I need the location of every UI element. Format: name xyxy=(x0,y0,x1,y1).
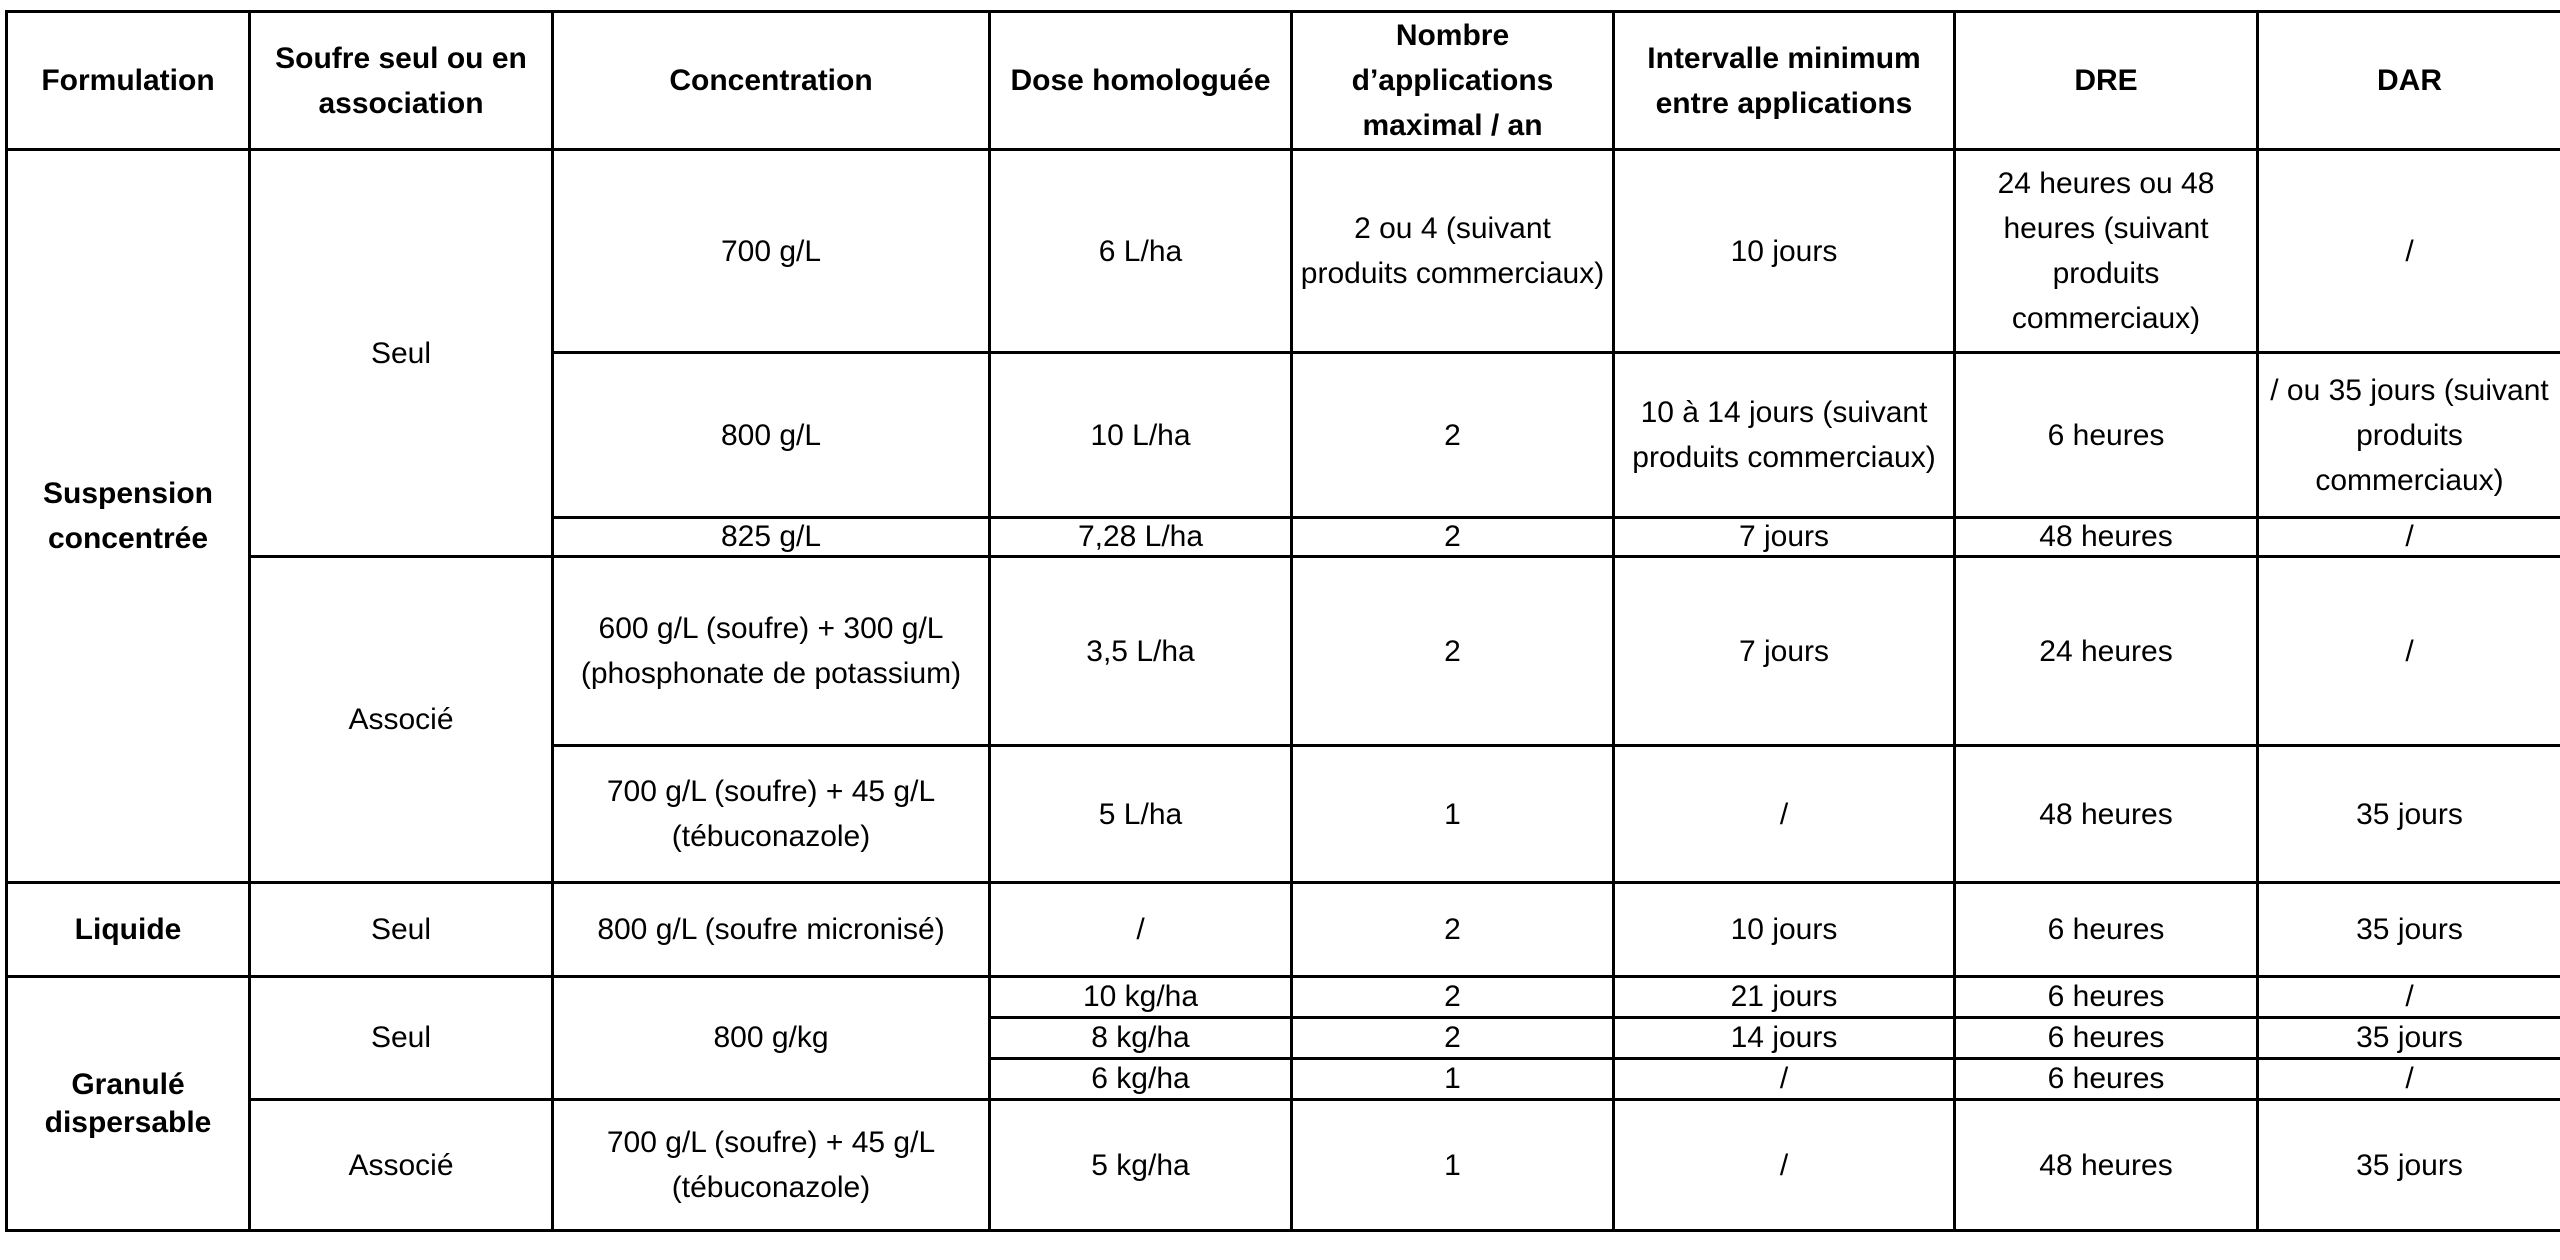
header-association: Soufre seul ou en association xyxy=(250,12,553,150)
max-applications-cell: 2 xyxy=(1292,883,1614,977)
header-min-interval: Intervalle minimum entre applications xyxy=(1614,12,1955,150)
header-concentration: Concentration xyxy=(553,12,990,150)
dar-cell: / xyxy=(2258,557,2560,746)
concentration-cell: 600 g/L (soufre) + 300 g/L (phosphonate de potassium) xyxy=(553,557,990,746)
max-applications-cell: 2 xyxy=(1292,518,1614,557)
table-row xyxy=(7,1100,2560,1231)
dre-cell: 24 heures ou 48 heures (suivant produits commerciaux) xyxy=(1955,150,2258,353)
dar-cell: 35 jours xyxy=(2258,1018,2560,1059)
table-row xyxy=(7,557,2560,746)
interval-cell: / xyxy=(1614,1100,1955,1231)
interval-cell: 10 jours xyxy=(1614,150,1955,353)
formulation-cell: Suspension concentrée xyxy=(7,150,250,883)
dose-cell: 6 L/ha xyxy=(990,150,1292,353)
dre-cell: 6 heures xyxy=(1955,353,2258,518)
header-dose: Dose homologuée xyxy=(990,12,1292,150)
max-applications-cell: 2 xyxy=(1292,353,1614,518)
interval-cell: 10 jours xyxy=(1614,883,1955,977)
dar-cell: 35 jours xyxy=(2258,1100,2560,1231)
header-dar: DAR xyxy=(2258,12,2560,150)
max-applications-cell: 2 xyxy=(1292,977,1614,1018)
header-max-applications: Nombre d’applications maximal / an xyxy=(1292,12,1614,150)
max-applications-cell: 1 xyxy=(1292,1100,1614,1231)
dar-cell: 35 jours xyxy=(2258,746,2560,883)
dar-cell: 35 jours xyxy=(2258,883,2560,977)
dre-cell: 6 heures xyxy=(1955,1059,2258,1100)
table-row xyxy=(7,883,2560,977)
interval-cell: / xyxy=(1614,1059,1955,1100)
concentration-cell: 825 g/L xyxy=(553,518,990,557)
dose-cell: 10 kg/ha xyxy=(990,977,1292,1018)
dar-cell: / xyxy=(2258,977,2560,1018)
dre-cell: 48 heures xyxy=(1955,1100,2258,1231)
dose-cell: 5 L/ha xyxy=(990,746,1292,883)
formulation-cell: Liquide xyxy=(7,883,250,977)
dre-cell: 6 heures xyxy=(1955,883,2258,977)
max-applications-cell: 2 xyxy=(1292,557,1614,746)
association-cell: Seul xyxy=(250,883,553,977)
interval-cell: 7 jours xyxy=(1614,557,1955,746)
concentration-cell: 700 g/L xyxy=(553,150,990,353)
dre-cell: 24 heures xyxy=(1955,557,2258,746)
dose-cell: 10 L/ha xyxy=(990,353,1292,518)
header-formulation: Formulation xyxy=(7,12,250,150)
dose-cell: 3,5 L/ha xyxy=(990,557,1292,746)
dre-cell: 48 heures xyxy=(1955,746,2258,883)
dose-cell: 8 kg/ha xyxy=(990,1018,1292,1059)
concentration-cell: 700 g/L (soufre) + 45 g/L (tébuconazole) xyxy=(553,1100,990,1231)
interval-cell: 7 jours xyxy=(1614,518,1955,557)
max-applications-cell: 2 ou 4 (suivant produits commerciaux) xyxy=(1292,150,1614,353)
concentration-cell: 800 g/kg xyxy=(553,977,990,1100)
dar-cell: / ou 35 jours (suivant produits commerciaux) xyxy=(2258,353,2560,518)
max-applications-cell: 2 xyxy=(1292,1018,1614,1059)
concentration-cell: 700 g/L (soufre) + 45 g/L (tébuconazole) xyxy=(553,746,990,883)
dre-cell: 48 heures xyxy=(1955,518,2258,557)
max-applications-cell: 1 xyxy=(1292,1059,1614,1100)
table-row xyxy=(7,977,2560,1018)
dar-cell: / xyxy=(2258,518,2560,557)
dose-cell: / xyxy=(990,883,1292,977)
interval-cell: 14 jours xyxy=(1614,1018,1955,1059)
formulation-cell: Granulé dispersable xyxy=(7,977,250,1231)
header-dre: DRE xyxy=(1955,12,2258,150)
interval-cell: 21 jours xyxy=(1614,977,1955,1018)
dar-cell: / xyxy=(2258,150,2560,353)
dre-cell: 6 heures xyxy=(1955,1018,2258,1059)
concentration-cell: 800 g/L (soufre micronisé) xyxy=(553,883,990,977)
interval-cell: 10 à 14 jours (suivant produits commerciaux) xyxy=(1614,353,1955,518)
dre-cell: 6 heures xyxy=(1955,977,2258,1018)
concentration-cell: 800 g/L xyxy=(553,353,990,518)
association-cell: Seul xyxy=(250,150,553,557)
sulfur-products-table xyxy=(5,10,2560,1232)
dose-cell: 6 kg/ha xyxy=(990,1059,1292,1100)
dose-cell: 5 kg/ha xyxy=(990,1100,1292,1231)
max-applications-cell: 1 xyxy=(1292,746,1614,883)
header-row xyxy=(7,12,2560,150)
table-row xyxy=(7,150,2560,353)
interval-cell: / xyxy=(1614,746,1955,883)
dar-cell: / xyxy=(2258,1059,2560,1100)
association-cell: Seul xyxy=(250,977,553,1100)
dose-cell: 7,28 L/ha xyxy=(990,518,1292,557)
association-cell: Associé xyxy=(250,557,553,883)
association-cell: Associé xyxy=(250,1100,553,1231)
